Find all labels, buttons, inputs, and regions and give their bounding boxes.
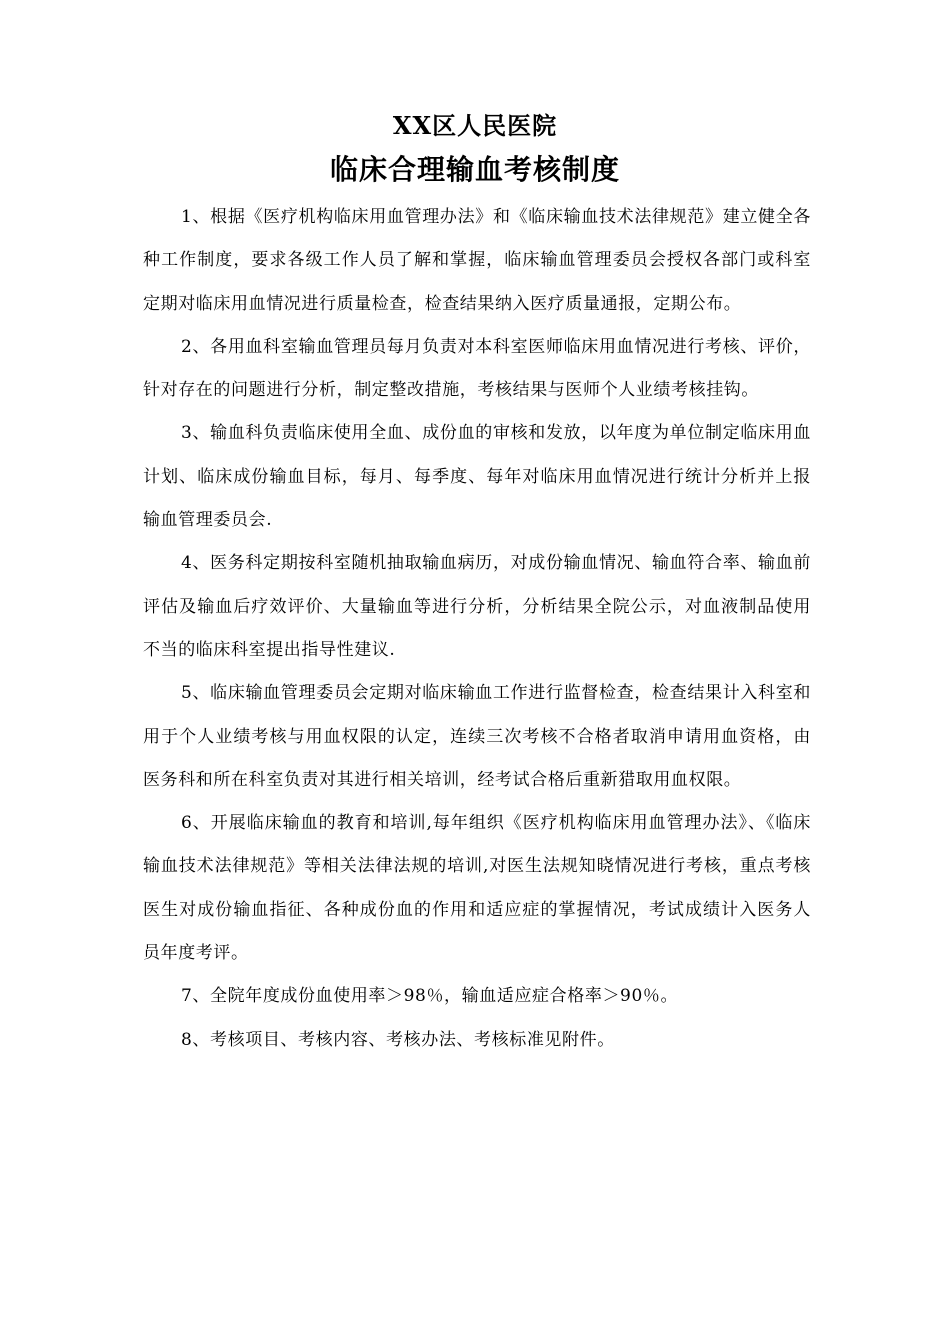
document-body <box>143 196 811 1062</box>
paragraph-2: 2、各用血科室输血管理员每月负责对本科室医师临床用血情况进行考核、评价，针对存在的问题进行分析，制定整改措施，考核结果与医师个人业绩考核挂钩。 <box>143 336 811 401</box>
hospital-name-title: XX区人民医院 <box>392 111 558 140</box>
paragraph-1: 1、根据《医疗机构临床用血管理办法》和《临床输血技术法律规范》建立健全各种工作制度，要求各级工作人员了解和掌握，临床输血管理委员会授权各部门或科室定期对临床用血情况进行质量检查，检查结果纳入医疗质量通报，定期公布。 <box>143 207 811 314</box>
paragraph-7: 7、全院年度成份血使用率＞98％，输血适应症合格率＞90％。 <box>181 986 679 1007</box>
document-title: 临床合理输血考核制度 <box>329 153 620 186</box>
paragraph-5: 5、临床输血管理委员会定期对临床输血工作进行监督检查，检查结果计入科室和用于个人业绩考核与用血权限的认定，连续三次考核不合格者取消申请用血资格，由医务科和所在科室负责对其进行相关培训，经考试合格后重新猎取用血权限。 <box>143 683 811 790</box>
paragraph-6: 6、开展临床输血的教育和培训,每年组织《医疗机构临床用血管理办法》、《临床输血技术法律规范》等相关法律法规的培训,对医生法规知晓情况进行考核，重点考核医生对成份输血指征、各种成份血的作用和适应症的掌握情况，考试成绩计入医务人员年度考评。 <box>143 813 811 964</box>
paragraph-3: 3、输血科负责临床使用全血、成份血的审核和发放，以年度为单位制定临床用血计划、临床成份输血目标，每月、每季度、每年对临床用血情况进行统计分析并上报输血管理委员会. <box>143 423 811 531</box>
paragraph-8: 8、考核项目、考核内容、考核办法、考核标准见附件。 <box>181 1029 615 1050</box>
paragraph-4: 4、医务科定期按科室随机抽取输血病历，对成份输血情况、输血符合率、输血前评估及输血后疗效评价、大量输血等进行分析，分析结果全院公示，对血液制品使用不当的临床科室提出指导性建议. <box>143 553 811 660</box>
